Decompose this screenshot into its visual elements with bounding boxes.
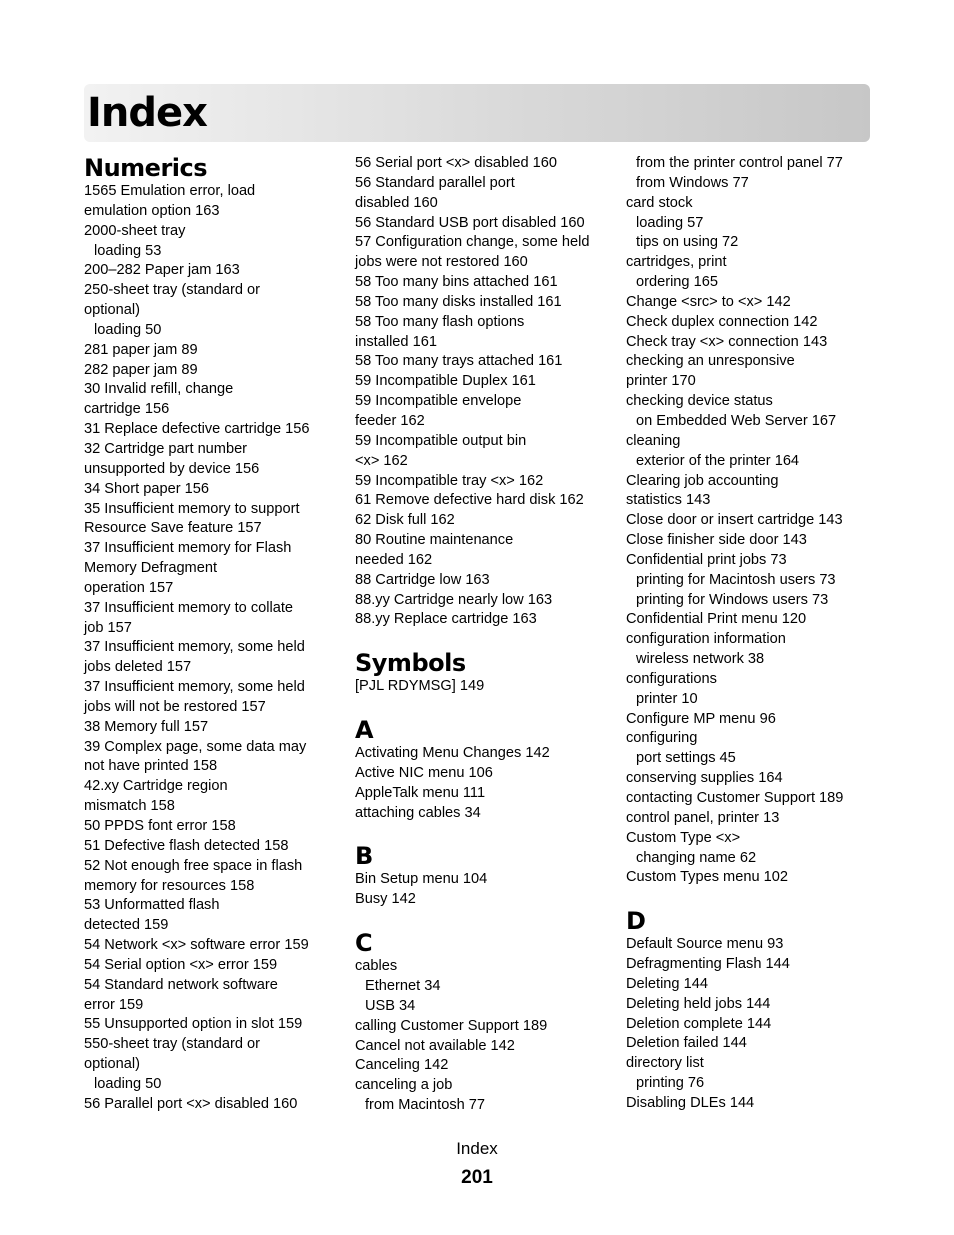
index-entry: cables [355,958,398,975]
index-entry: disabled 160 [355,194,438,211]
index-entry: 61 Remove defective hard disk 162 [355,492,584,509]
index-section-heading: Symbols [355,649,466,678]
index-entry: Custom Type <x> [626,829,741,846]
index-entry: Check tray <x> connection 143 [626,333,828,350]
index-entry: 42.xy Cartridge region [84,778,228,795]
index-entry: Deletion failed 144 [626,1035,747,1052]
index-entry: printer 170 [626,373,696,390]
index-title-banner [84,84,870,142]
index-entry: emulation option 163 [84,202,220,219]
index-section-heading: A [355,716,374,745]
index-entry: feeder 162 [355,412,425,429]
index-entry: 50 PPDS font error 158 [84,818,236,834]
index-entry: 37 Insufficient memory, some held [84,639,305,656]
index-entry: Confidential print jobs 73 [626,551,787,568]
index-entry: Defragmenting Flash 144 [626,956,790,973]
index-entry: operation 157 [84,579,174,596]
index-subentry: USB 34 [365,997,416,1014]
index-subentry: printing for Macintosh users 73 [636,571,836,588]
index-entry: statistics 143 [626,492,711,509]
index-entry: Deleting 144 [626,975,708,992]
index-entry: directory list [626,1055,704,1072]
index-entry: 59 Incompatible tray <x> 162 [355,472,544,489]
index-entry: 59 Incompatible output bin [355,432,527,449]
index-entry: 55 Unsupported option in slot 159 [84,1016,303,1033]
index-entry: Deletion complete 144 [626,1015,772,1032]
index-section-heading: Numerics [84,154,208,182]
index-entry: Disabling DLEs 144 [626,1094,755,1111]
index-entry: 35 Insufficient memory to support [84,500,300,517]
page-title: Index [87,90,207,136]
index-entry: 56 Standard USB port disabled 160 [355,214,585,231]
index-entry: error 159 [84,996,144,1013]
index-entry: 56 Parallel port <x> disabled 160 [84,1095,298,1112]
index-entry: 57 Configuration change, some held [355,234,590,251]
index-entry: checking an unresponsive [626,353,795,370]
index-entry: canceling a job [355,1077,453,1094]
index-entry: not have printed 158 [84,758,218,775]
index-entry: attaching cables 34 [355,804,481,821]
index-entry: cartridges, print [626,254,727,271]
index-section-heading: C [355,929,373,958]
index-entry: job 157 [84,619,132,636]
index-entry: unsupported by device 156 [84,460,260,477]
index-entry: 88.yy Replace cartridge 163 [355,611,537,628]
index-subentry: exterior of the printer 164 [636,452,800,469]
page-number: 201 [461,1167,493,1188]
index-entry: 38 Memory full 157 [84,718,209,735]
index-entry: 58 Too many trays attached 161 [355,353,563,370]
index-entry: calling Customer Support 189 [355,1017,548,1034]
index-entry: [PJL RDYMSG] 149 [355,678,485,695]
index-entry: 59 Incompatible envelope [355,393,522,410]
index-entry: 31 Replace defective cartridge 156 [84,421,310,438]
index-entry: AppleTalk menu 111 [355,784,486,801]
index-entry: jobs were not restored 160 [355,254,528,271]
index-entry: control panel, printer 13 [626,809,780,826]
index-entry: memory for resources 158 [84,877,255,894]
index-entry: Confidential Print menu 120 [626,611,807,628]
index-entry: Active NIC menu 106 [355,764,493,781]
index-entry: installed 161 [355,333,437,350]
index-entry: 58 Too many flash options [355,313,525,330]
index-entry: optional) [84,302,140,319]
index-entry: jobs deleted 157 [84,659,192,676]
index-entry: card stock [626,194,693,211]
index-entry: Default Source menu 93 [626,936,784,953]
index-entry: Custom Types menu 102 [626,869,788,886]
index-entry: 88.yy Cartridge nearly low 163 [355,591,553,608]
index-subentry: changing name 62 [636,849,757,866]
index-entry: Clearing job accounting [626,472,779,489]
index-entry: 88 Cartridge low 163 [355,571,490,588]
index-entry: 200–282 Paper jam 163 [84,262,240,279]
index-entry: 80 Routine maintenance [355,532,514,549]
index-entry: mismatch 158 [84,798,175,815]
index-subentry: loading 50 [94,321,162,338]
index-entry: checking device status [626,393,773,410]
index-entry: Bin Setup menu 104 [355,871,488,888]
index-subentry: printing 76 [636,1075,705,1092]
index-entry: jobs will not be restored 157 [84,698,266,715]
index-entry: <x> 162 [355,452,408,469]
index-entry: cleaning [626,432,681,449]
index-subentry: port settings 45 [636,750,736,767]
index-entry: detected 159 [84,917,169,934]
index-column-3 [626,154,888,1114]
index-column-1 [84,154,346,1115]
index-entry: 34 Short paper 156 [84,480,209,497]
index-entry: 1565 Emulation error, load [84,183,256,199]
index-entry: contacting Customer Support 189 [626,790,844,806]
index-entry: 32 Cartridge part number [84,440,248,457]
index-entry: Deleting held jobs 144 [626,995,771,1012]
index-entry: 282 paper jam 89 [84,361,198,378]
index-entry: Check duplex connection 142 [626,313,818,330]
index-entry: Resource Save feature 157 [84,520,262,537]
index-entry: 2000-sheet tray [84,222,186,239]
index-entry: Activating Menu Changes 142 [355,745,550,762]
index-entry: configuring [626,730,698,747]
index-entry: 51 Defective flash detected 158 [84,837,289,854]
index-entry: cartridge 156 [84,401,170,418]
index-entry: conserving supplies 164 [626,770,783,787]
footer-section-label: Index [456,1139,498,1158]
index-subentry: on Embedded Web Server 167 [636,412,837,429]
index-subentry: Ethernet 34 [365,978,441,994]
index-entry: 59 Incompatible Duplex 161 [355,373,536,390]
index-section-heading: B [355,842,373,871]
index-entry: 39 Complex page, some data may [84,738,307,755]
index-subentry: printing for Windows users 73 [636,591,829,608]
index-entry: Close door or insert cartridge 143 [626,512,843,529]
index-subentry: from the printer control panel 77 [636,155,843,171]
index-entry: 30 Invalid refill, change [84,381,234,398]
index-entry: optional) [84,1056,140,1073]
index-entry: 281 paper jam 89 [84,341,198,358]
index-subentry: tips on using 72 [636,234,739,251]
index-entry: configurations [626,670,717,687]
index-entry: 54 Serial option <x> error 159 [84,956,278,973]
index-entry: 58 Too many disks installed 161 [355,293,562,310]
index-entry: Close finisher side door 143 [626,532,807,549]
index-entry: Canceling 142 [355,1057,449,1074]
index-entry: 53 Unformatted flash [84,897,220,914]
index-subentry: from Windows 77 [636,174,749,191]
index-entry: 52 Not enough free space in flash [84,857,303,874]
index-entry: 37 Insufficient memory for Flash [84,540,292,557]
index-subentry: loading 53 [94,242,162,259]
index-entry: 58 Too many bins attached 161 [355,274,558,291]
index-subentry: wireless network 38 [636,651,765,668]
index-section-heading: D [626,907,646,936]
index-entry: 56 Serial port <x> disabled 160 [355,155,558,171]
index-entry: 56 Standard parallel port [355,174,515,191]
index-entry: Configure MP menu 96 [626,710,776,727]
index-subentry: from Macintosh 77 [365,1097,486,1114]
index-entry: needed 162 [355,551,433,568]
index-entry: 550-sheet tray (standard or [84,1036,261,1053]
index-entry: Cancel not available 142 [355,1037,515,1054]
index-entry: configuration information [626,631,786,648]
index-subentry: printer 10 [636,690,698,707]
index-column-2 [355,154,617,1116]
index-entry: Memory Defragment [84,560,218,577]
index-entry: 37 Insufficient memory to collate [84,599,294,616]
index-subentry: loading 57 [636,214,704,231]
index-entry: Busy 142 [355,891,416,908]
index-entry: 54 Network <x> software error 159 [84,937,309,954]
index-entry: 250-sheet tray (standard or [84,282,261,299]
index-entry: 62 Disk full 162 [355,512,455,529]
index-subentry: loading 50 [94,1075,162,1092]
index-subentry: ordering 165 [636,274,718,291]
index-entry: 37 Insufficient memory, some held [84,679,305,696]
index-entry: 54 Standard network software [84,976,278,993]
index-entry: Change <src> to <x> 142 [626,293,791,310]
